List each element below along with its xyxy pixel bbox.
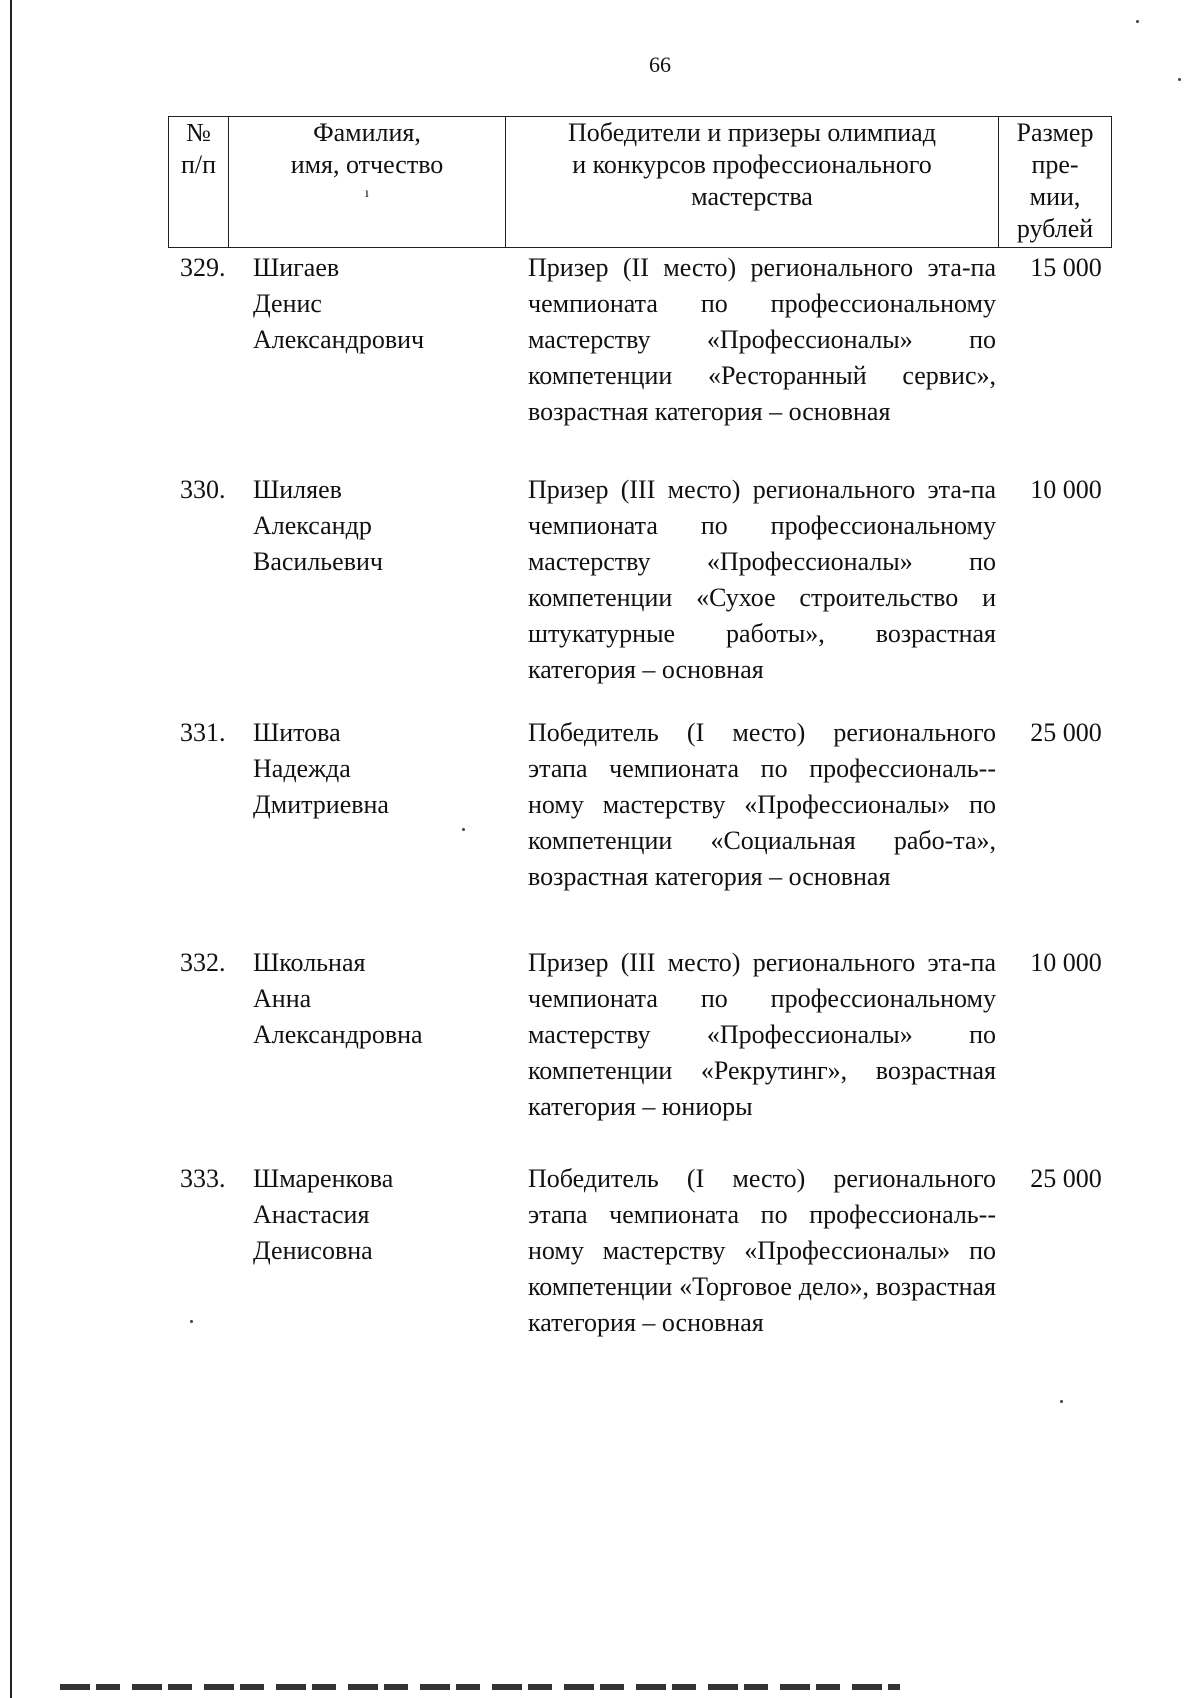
scan-bottom-artifact (60, 1684, 900, 1690)
row-person-name (253, 472, 383, 580)
header-prize-line: пре- (1031, 150, 1079, 179)
header-prize-line: Размер (1016, 118, 1094, 147)
first-name: Александр (253, 511, 372, 540)
header-description-line: и конкурсов профессионального (572, 150, 932, 179)
header-name-line: Фамилия, (313, 118, 421, 147)
surname: Шигаев (253, 253, 340, 282)
patronymic: Дмитриевна (253, 790, 389, 819)
left-margin-rule (10, 0, 12, 1698)
scan-speck (1136, 20, 1139, 23)
row-number: 329. (180, 253, 226, 282)
patronymic: Васильевич (253, 547, 383, 576)
header-number-line: № (186, 118, 211, 147)
first-name: Анна (253, 984, 312, 1013)
row-person-name (253, 945, 423, 1053)
row-prize-amount: 10 000 (1030, 475, 1102, 504)
header-description (506, 117, 999, 248)
row-number: 333. (180, 1164, 226, 1193)
header-name-line: имя, отчество (290, 150, 444, 179)
scan-speck (462, 828, 465, 831)
first-name: Анастасия (253, 1200, 370, 1229)
header-number-line: п/п (180, 150, 217, 179)
surname: Шиляев (253, 475, 342, 504)
scan-speck (190, 1320, 193, 1323)
first-name: Надежда (253, 754, 351, 783)
row-prize-amount: 25 000 (1030, 718, 1102, 747)
row-achievement: Победитель (I место) регионального этапа чемпионата по профессиональ-ному мастерству «Профессионалы» по компетенции «Торговое дело», возрастная категория – основная (528, 1164, 996, 1337)
row-number: 331. (180, 718, 226, 747)
row-prize-amount: 15 000 (1030, 253, 1102, 282)
surname: Школьная (253, 948, 366, 977)
header-prize-line: рублей (1016, 214, 1094, 243)
page-number: 66 (649, 52, 671, 77)
header-name (229, 117, 506, 248)
scan-speck (1178, 78, 1181, 81)
row-achievement: Призер (III место) регионального эта-па чемпионата по профессиональному мастерству «Профессионалы» по компетенции «Рекрутинг», возрастная категория – юниоры (528, 948, 996, 1121)
first-name: Денис (253, 289, 322, 318)
header-description-line: мастерства (691, 182, 813, 211)
header-number (169, 117, 229, 248)
row-number: 330. (180, 475, 226, 504)
row-achievement: Призер (III место) регионального эта-па чемпионата по профессиональному мастерству «Профессионалы» по компетенции «Сухое строительство и штукатурные работы», возрастная категория – основная (528, 475, 996, 684)
surname: Шитова (253, 718, 341, 747)
table-header (168, 116, 1112, 248)
patronymic: Александровна (253, 1020, 423, 1049)
header-prize-line: мии, (1029, 182, 1081, 211)
patronymic: Денисовна (253, 1236, 373, 1265)
row-number: 332. (180, 948, 226, 977)
row-achievement: Призер (II место) регионального эта-па чемпионата по профессиональному мастерству «Профессионалы» по компетенции «Ресторанный сервис», возрастная категория – основная (528, 253, 996, 426)
scan-speck (1060, 1400, 1063, 1403)
header-prize (999, 117, 1112, 248)
stray-mark: ı (365, 186, 369, 201)
row-prize-amount: 25 000 (1030, 1164, 1102, 1193)
row-person-name (253, 1161, 393, 1269)
row-person-name (253, 715, 389, 823)
surname: Шмаренкова (253, 1164, 394, 1193)
patronymic: Александрович (253, 325, 425, 354)
row-person-name (253, 250, 424, 358)
header-description-line: Победители и призеры олимпиад (568, 118, 936, 147)
row-achievement: Победитель (I место) регионального этапа чемпионата по профессиональ-ному мастерству «Профессионалы» по компетенции «Социальная рабо-та», возрастная категория – основная (528, 718, 996, 891)
row-prize-amount: 10 000 (1030, 948, 1102, 977)
